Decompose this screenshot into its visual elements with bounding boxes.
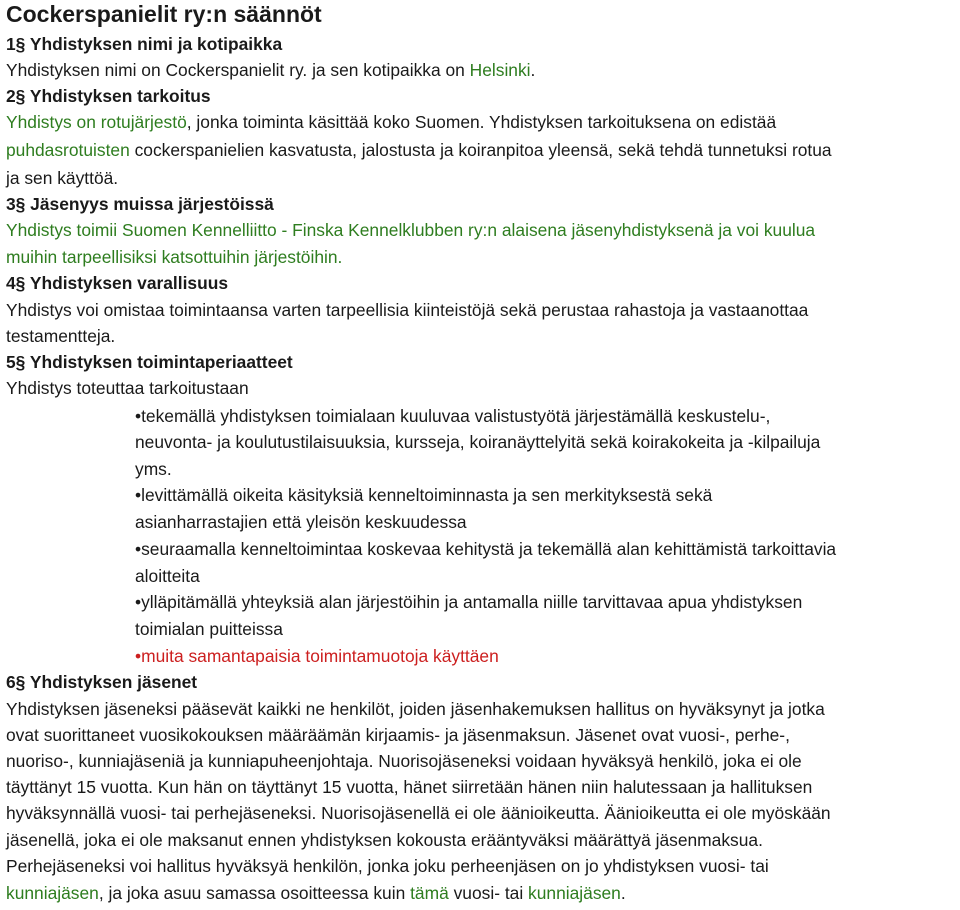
text-highlight: kunniajäsen: [528, 883, 621, 903]
text-highlight: puhdasrotuisten: [6, 140, 130, 160]
bullet-4-line-1: •ylläpitämällä yhteyksiä alan järjestöihin ja antamalla niille tarvittavaa apua yhdistyksen: [135, 592, 803, 612]
section-6-line-7: Perhejäseneksi voi hallitus hyväksyä henkilön, jonka joku perheenjäsen on jo yhdistyksen vuosi- tai: [6, 856, 769, 876]
section-4-heading: 4§ Yhdistyksen varallisuus: [6, 273, 229, 293]
section-6-line-3: nuoriso-, kunniajäseniä ja kunniapuheenjohtaja. Nuorisojäseneksi voidaan hyväksyä henkilö, joka ei ole: [6, 751, 802, 771]
bullet-5-line-1: •muita samantapaisia toimintamuotoja käyttäen: [135, 646, 499, 666]
section-4-line-1: Yhdistys voi omistaa toimintaansa varten tarpeellisia kiinteistöjä sekä perustaa rahastoja ja vastaanottaa: [6, 300, 809, 320]
text-run: , jonka toiminta käsittää koko Suomen. Yhdistyksen tarkoituksena on edistää: [186, 112, 777, 132]
text-run: .: [620, 883, 626, 903]
bullet-2-line-2: asianharrastajien että yleisön keskuudessa: [135, 512, 467, 532]
section-6-line-2: ovat suorittaneet vuosikokouksen määräämän kirjaamis- ja jäsenmaksun. Jäsenet ovat vuosi-, perhe-,: [6, 725, 790, 745]
bullet-1-line-2: neuvonta- ja koulutustilaisuuksia, kursseja, koiranäyttelyitä sekä koirakokeita ja -kilpailuja: [135, 432, 821, 452]
bullet-1-line-3: yms.: [135, 459, 172, 479]
text-highlight: kunniajäsen: [6, 883, 99, 903]
section-6-line-1: Yhdistyksen jäseneksi pääsevät kaikki ne henkilöt, joiden jäsenhakemuksen hallitus on hyväksynyt ja jotka: [6, 699, 825, 719]
section-2-heading: 2§ Yhdistyksen tarkoitus: [6, 86, 211, 106]
section-2-line-1: [6, 109, 776, 135]
bullet-4-line-2: toimialan puitteissa: [135, 619, 283, 639]
bullet-3-line-2: aloitteita: [135, 566, 200, 586]
section-3-line-2: muihin tarpeellisiksi katsottuihin järjestöihin.: [6, 247, 343, 267]
section-3-line-1: Yhdistys toimii Suomen Kennelliitto - Finska Kennelklubben ry:n alaisena jäsenyhdistyksenä ja voi kuulua: [6, 220, 816, 240]
bullet-2-line-1: •levittämällä oikeita käsityksiä kenneltoiminnasta ja sen merkityksestä sekä: [135, 485, 713, 505]
bullet-1-line-1: •tekemällä yhdistyksen toimialaan kuuluvaa valistustyötä järjestämällä keskustelu-,: [135, 406, 771, 426]
section-6-line-8: [6, 880, 626, 906]
section-6-line-5: hyväksynnällä vuosi- tai perhejäseneksi. Nuorisojäsenellä ei ole äänioikeutta. Äänioikeutta ei ole myöskään: [6, 803, 831, 823]
section-5-heading: 5§ Yhdistyksen toimintaperiaatteet: [6, 352, 293, 372]
text-run: vuosi- tai: [448, 883, 529, 903]
section-6-line-4: täyttänyt 15 vuotta. Kun hän on täyttänyt 15 vuotta, hänet siirretään hänen niin halutessaan ja hallituksen: [6, 777, 813, 797]
section-1-heading: 1§ Yhdistyksen nimi ja kotipaikka: [6, 34, 283, 54]
text-run: cockerspanielien kasvatusta, jalostusta ja koiranpitoa yleensä, sekä tehdä tunnetuksi rotua: [129, 140, 832, 160]
text-run: .: [530, 60, 536, 80]
section-5-intro: Yhdistys toteuttaa tarkoitustaan: [6, 378, 249, 398]
text-run: , ja joka asuu samassa osoitteessa kuin: [98, 883, 411, 903]
text-highlight: Yhdistys on rotujärjestö: [6, 112, 187, 132]
city-link: Helsinki: [469, 60, 531, 80]
section-6-heading: 6§ Yhdistyksen jäsenet: [6, 672, 198, 692]
bullet-3-line-1: •seuraamalla kenneltoimintaa koskevaa kehitystä ja tekemällä alan kehittämistä tarkoittavia: [135, 539, 837, 559]
text-highlight: tämä: [410, 883, 449, 903]
section-3-heading: 3§ Jäsenyys muissa järjestöissä: [6, 194, 274, 214]
document-title: Cockerspanielit ry:n säännöt: [6, 1, 322, 27]
section-2-line-2: [6, 137, 832, 163]
section-2-line-3: ja sen käyttöä.: [6, 168, 119, 188]
section-6-line-6: jäsenellä, joka ei ole maksanut ennen yhdistyksen kokousta erääntyväksi määrättyä jäsenmaksua.: [6, 830, 763, 850]
section-1-text: [6, 57, 535, 83]
text-run: Yhdistyksen nimi on Cockerspanielit ry. ja sen kotipaikka on: [6, 60, 470, 80]
section-4-line-2: testamentteja.: [6, 326, 116, 346]
